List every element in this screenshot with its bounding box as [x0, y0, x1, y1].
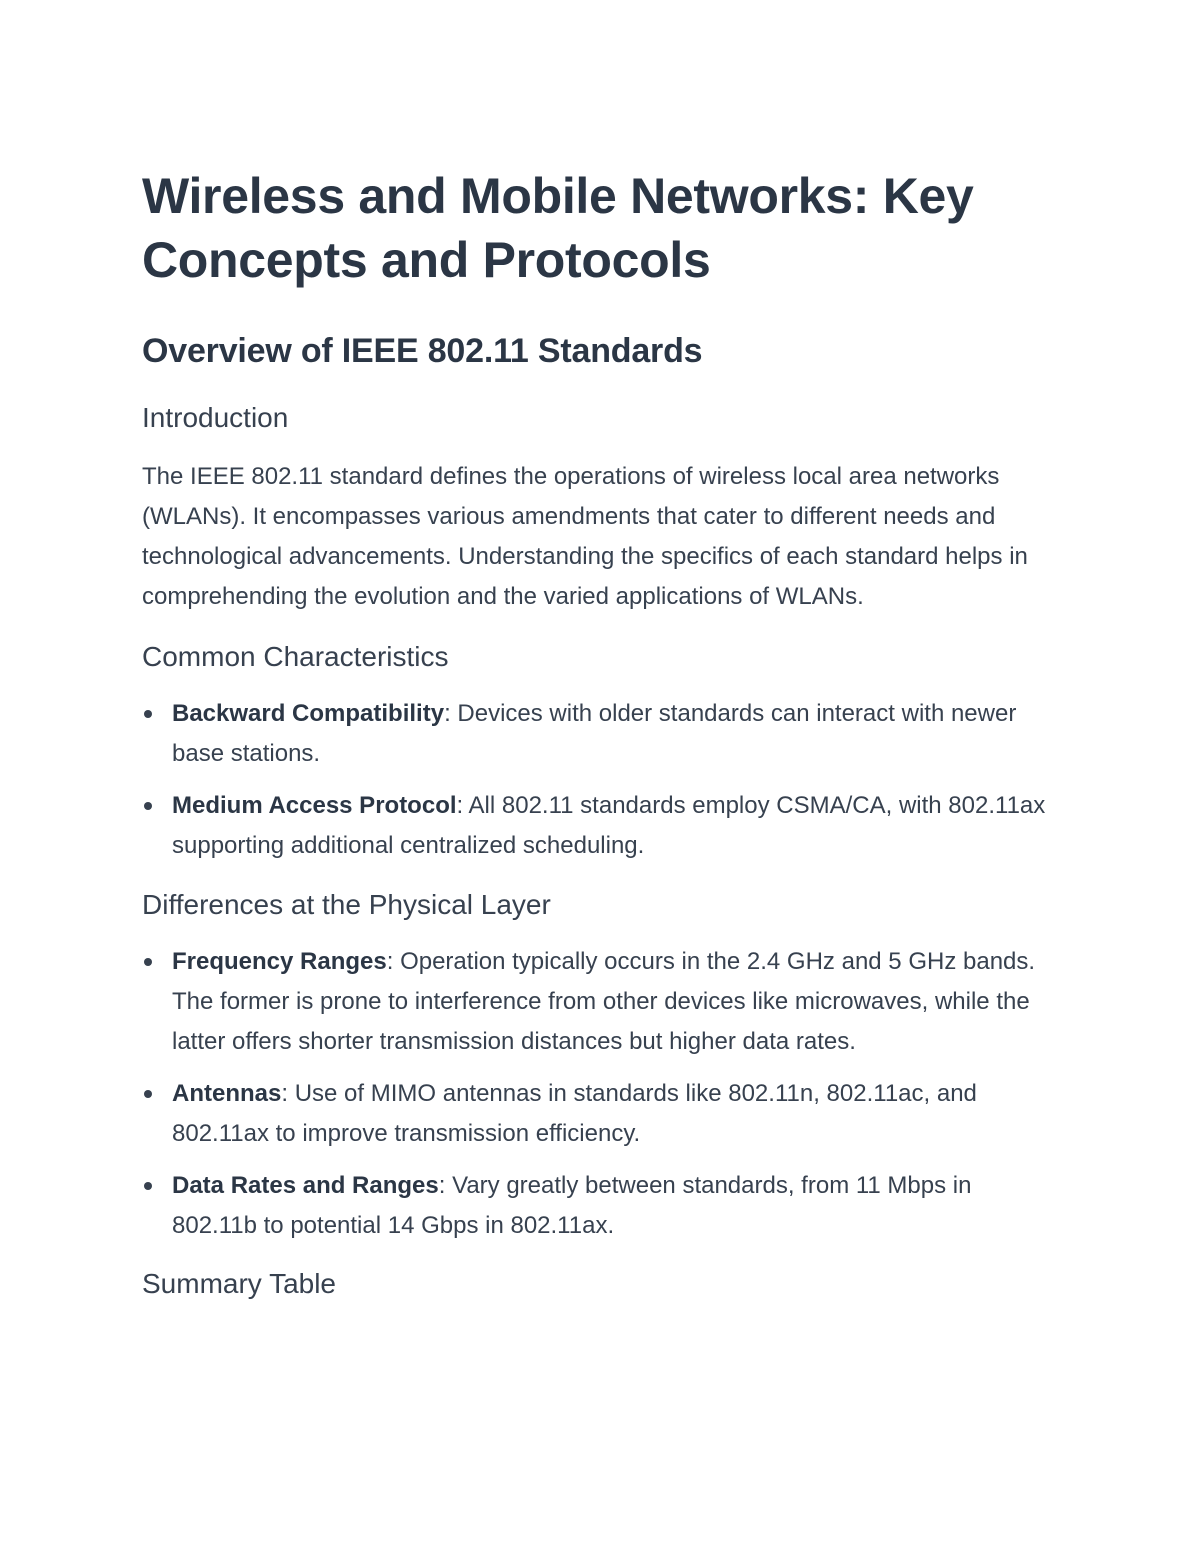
list-item — [142, 786, 1062, 866]
bullet-icon — [144, 1090, 152, 1098]
list-item — [142, 942, 1062, 1062]
introduction-paragraph: The IEEE 802.11 standard defines the operations of wireless local area networks (WLANs). It encompasses various amendments that cater to different needs and technological advancements. Understanding the specifics of each standard helps in comprehending the evolution and the varied applications of WLANs. — [142, 463, 1028, 610]
physical-layer-heading: Differences at the Physical Layer — [142, 889, 551, 920]
list-item-text: : Operation typically occurs in the 2.4 GHz and 5 GHz bands. The former is prone to interference from other devices like microwaves, while the latter offers shorter transmission distances but higher data rates. — [172, 948, 1036, 1055]
summary-table-heading: Summary Table — [142, 1268, 337, 1299]
introduction-heading: Introduction — [142, 402, 289, 433]
list-item-text: : Vary greatly between standards, from 11 Mbps in 802.11b to potential 14 Gbps in 802.11ax. — [172, 1172, 972, 1239]
common-characteristics-heading: Common Characteristics — [142, 641, 449, 672]
document-title: Wireless and Mobile Networks: Key Concepts and Protocols — [142, 168, 974, 288]
bullet-icon — [144, 802, 152, 810]
list-item — [142, 694, 1062, 774]
list-item-term: Antennas — [172, 1080, 282, 1107]
bullet-icon — [144, 710, 152, 718]
list-item-term: Data Rates and Ranges — [172, 1172, 439, 1199]
list-item-text: : All 802.11 standards employ CSMA/CA, with 802.11ax supporting additional centralized scheduling. — [172, 792, 1046, 859]
bullet-icon — [144, 958, 152, 966]
bullet-icon — [144, 1182, 152, 1190]
common-characteristics-list — [142, 694, 1072, 866]
physical-layer-list — [142, 942, 1072, 1246]
list-item — [142, 1166, 1062, 1246]
section-title: Overview of IEEE 802.11 Standards — [142, 332, 703, 370]
list-item-term: Frequency Ranges — [172, 948, 387, 975]
list-item-text: : Devices with older standards can interact with newer base stations. — [172, 700, 1017, 767]
list-item-term: Backward Compatibility — [172, 700, 445, 727]
list-item — [142, 1074, 1062, 1154]
document-page — [142, 164, 1072, 1302]
list-item-text: : Use of MIMO antennas in standards like 802.11n, 802.11ac, and 802.11ax to improve transmission efficiency. — [172, 1080, 977, 1147]
list-item-term: Medium Access Protocol — [172, 792, 457, 819]
